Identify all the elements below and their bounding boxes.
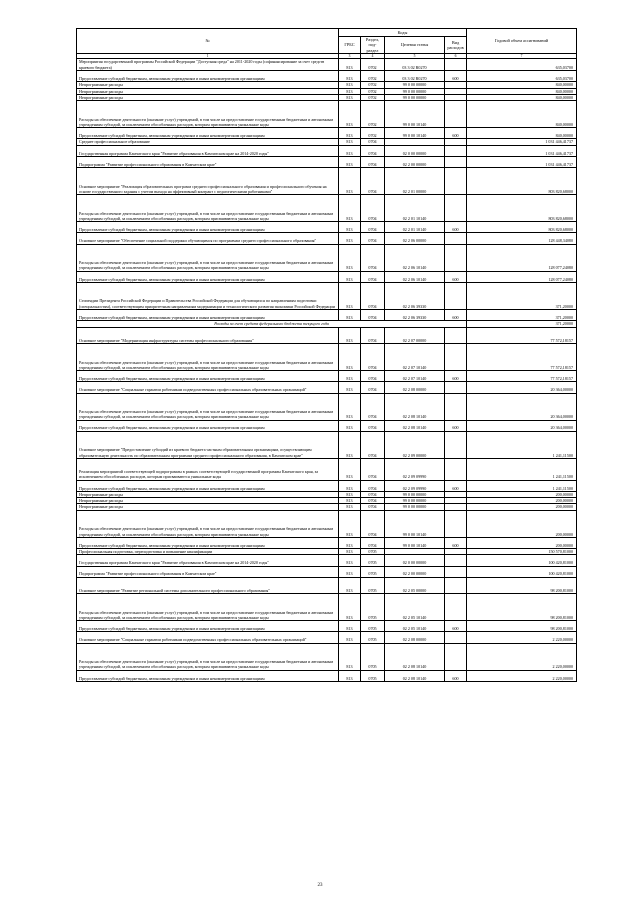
cell-name: Государственная программа Камчатского края "Развитие образования в Камчатском крае на 2014-2020 годы" [77,145,339,156]
cell-annual-volume: 635,03700 [467,59,577,71]
cell-section: 0704 [361,145,385,156]
cell-section: 0704 [361,156,385,167]
cell-section: 0705 [361,549,385,555]
cell-expense-type: 600 [445,670,467,681]
cell-target-article: 99 0 00 00000 [385,491,445,497]
cell-section: 0702 [361,59,385,71]
cell-grbs: 813 [339,643,361,670]
cell-section: 0704 [361,393,385,420]
cell-section: 0705 [361,621,385,632]
table-row [77,233,577,244]
table-row [77,510,577,537]
cell-name: Среднее профессиональное образование [77,139,339,145]
cell-expense-type [445,101,467,128]
cell-section: 0704 [361,233,385,244]
cell-expense-type: 600 [445,310,467,321]
cell-note: Расходы за счет средств федерального бюджета текущего года [77,321,467,327]
cell-name: Непрограммные расходы [77,498,339,504]
cell-section: 0704 [361,222,385,233]
cell-grbs: 813 [339,566,361,577]
cell-section: 0702 [361,71,385,82]
cell-grbs: 813 [339,670,361,681]
cell-grbs: 813 [339,393,361,420]
cell-section: 0705 [361,594,385,621]
cell-annual-volume: 100 420,81000 [467,555,577,566]
cell-annual-volume: 77 572,18157 [467,344,577,371]
cell-target-article: 02 2 05 10140 [385,594,445,621]
cell-annual-volume: 98 200,81000 [467,621,577,632]
table-row [77,577,577,594]
cell-name: Основное мероприятие "Социальные гарантии работникам подведомственных профессиональных образовательных организаций" [77,382,339,393]
cell-name: Стипендии Президента Российской Федерации и Правительства Российской Федерации для обучающихся по направлениям подготовки (специальностям), соответствующим приоритетным направлениям модернизации и технологического развития экономики Российской Федерации [77,282,339,309]
table-header [77,29,577,59]
cell-expense-type [445,382,467,393]
cell-expense-type [445,168,467,195]
cell-grbs: 813 [339,282,361,309]
cell-grbs: 813 [339,537,361,548]
header-codes: Коды [339,29,467,37]
cell-name: Расходы на обеспечение деятельности (оказание услуг) учреждений, в том числе на предоставление государственным бюджетным и автономным учреждениям субсидий, за исключением обособленных расходов, которым присваиваются уникальные коды [77,244,339,271]
header-grbs: ГРБС [339,37,361,54]
cell-grbs: 813 [339,594,361,621]
column-index: 1 [77,53,339,59]
table-body [77,59,577,681]
table-row [77,458,577,480]
cell-annual-volume: 1 031 446,41737 [467,156,577,167]
cell-grbs: 813 [339,327,361,344]
cell-section: 0705 [361,670,385,681]
cell-grbs: 813 [339,621,361,632]
cell-section: 0704 [361,195,385,222]
table-row [77,271,577,282]
cell-expense-type [445,643,467,670]
cell-name: Расходы на обеспечение деятельности (оказание услуг) учреждений, в том числе на предоставление государственным бюджетным и автономным учреждениям субсидий, за исключением обособленных расходов, которым присваиваются уникальные коды [77,344,339,371]
cell-name: Непрограммные расходы [77,94,339,100]
cell-name: Профессиональная подготовка, переподготовка и повышение квалификации [77,549,339,555]
cell-expense-type: 600 [445,537,467,548]
cell-name: Основное мероприятие "Социальные гарантии работникам подведомственных профессиональных образовательных организаций" [77,632,339,643]
cell-annual-volume: 20 364,00000 [467,420,577,431]
cell-target-article: 02 2 08 10140 [385,420,445,431]
cell-name: Непрограммные расходы [77,504,339,510]
cell-annual-volume: 150 570,81000 [467,549,577,555]
table-row [77,244,577,271]
cell-annual-volume: 803 820,68000 [467,222,577,233]
cell-name: Расходы на обеспечение деятельности (оказание услуг) учреждений, в том числе на предоставление государственным бюджетным и автономным учреждениям субсидий, за исключением обособленных расходов, которым присваиваются уникальные коды [77,510,339,537]
cell-annual-volume: 1 241,11500 [467,458,577,480]
column-index: 6 [445,53,467,59]
cell-section: 0704 [361,382,385,393]
cell-annual-volume: 371,20000 [467,310,577,321]
cell-name: Расходы на обеспечение деятельности (оказание услуг) учреждений, в том числе на предоставление государственным бюджетным и автономным учреждениям субсидий, за исключением обособленных расходов, которым присваиваются уникальные коды [77,101,339,128]
cell-section: 0702 [361,94,385,100]
cell-name: Основное мероприятие "Развитие региональной системы дополнительного профессионального образования" [77,577,339,594]
cell-target-article: 99 0 00 10140 [385,101,445,128]
cell-section: 0705 [361,643,385,670]
cell-expense-type [445,156,467,167]
cell-section: 0704 [361,282,385,309]
cell-grbs: 813 [339,310,361,321]
cell-section: 0705 [361,566,385,577]
cell-grbs: 813 [339,156,361,167]
cell-grbs: 813 [339,168,361,195]
cell-annual-volume: 200,00000 [467,498,577,504]
cell-annual-volume: 20 364,00000 [467,382,577,393]
header-section: Раздел, под-раздел [361,37,385,54]
table-row [77,222,577,233]
column-index: 7 [467,53,577,59]
cell-annual-volume: 840,00000 [467,101,577,128]
cell-annual-volume: 2 220,00000 [467,632,577,643]
cell-section: 0704 [361,510,385,537]
cell-target-article: 02 2 08 10140 [385,393,445,420]
cell-name: Расходы на обеспечение деятельности (оказание услуг) учреждений, в том числе на предоставление государственным бюджетным и автономным учреждениям субсидий, за исключением обособленных расходов, которым присваиваются уникальные коды [77,393,339,420]
budget-sheet [76,28,576,682]
cell-target-article: 02 2 09 00000 [385,431,445,458]
cell-grbs: 813 [339,145,361,156]
cell-name: Государственная программа Камчатского края "Развитие образования в Камчатском крае на 2014-2020 годы" [77,555,339,566]
cell-section: 0705 [361,632,385,643]
cell-grbs: 813 [339,371,361,382]
cell-target-article: 02 2 00 00000 [385,156,445,167]
cell-section: 0704 [361,168,385,195]
cell-annual-volume: 200,00000 [467,537,577,548]
header-annual-volume: Годовой объем ассигнований [467,29,577,54]
cell-section: 0704 [361,480,385,491]
cell-grbs: 813 [339,555,361,566]
table-row [77,643,577,670]
cell-grbs: 813 [339,59,361,71]
cell-name: Предоставление субсидий бюджетным, автономным учреждениям и иным некоммерческим организациям [77,71,339,82]
cell-annual-volume: 840,00000 [467,82,577,88]
cell-expense-type: 600 [445,271,467,282]
header-target-article: Целевая статья [385,37,445,54]
cell-grbs: 813 [339,94,361,100]
cell-name: Непрограммные расходы [77,491,339,497]
cell-expense-type [445,566,467,577]
cell-target-article: 02 2 09 09990 [385,480,445,491]
table-row [77,101,577,128]
page-number: 23 [317,883,323,888]
cell-target-article: 02 2 08 00000 [385,382,445,393]
table-row [77,670,577,681]
cell-name: Предоставление субсидий бюджетным, автономным учреждениям и иным некоммерческим организациям [77,480,339,491]
cell-expense-type: 600 [445,71,467,82]
cell-annual-volume: 98 200,81000 [467,577,577,594]
cell-target-article: 99 0 00 00000 [385,94,445,100]
cell-annual-volume: 128 077,24080 [467,271,577,282]
cell-section: 0704 [361,537,385,548]
table-row [77,71,577,82]
cell-name: Предоставление субсидий бюджетным, автономным учреждениям и иным некоммерческим организациям [77,621,339,632]
cell-annual-volume: 371,20000 [467,282,577,309]
cell-target-article: 02 2 00 00000 [385,566,445,577]
cell-name: Расходы на обеспечение деятельности (оказание услуг) учреждений, в том числе на предоставление государственным бюджетным и автономным учреждениям субсидий, за исключением обособленных расходов, которым присваиваются уникальные коды [77,643,339,670]
cell-target-article: 02 2 08 10140 [385,643,445,670]
cell-grbs: 813 [339,344,361,371]
table-row [77,537,577,548]
column-index: 4 [361,53,385,59]
cell-section: 0704 [361,327,385,344]
cell-expense-type: 600 [445,371,467,382]
table-row [77,195,577,222]
cell-expense-type: 600 [445,480,467,491]
table-row [77,594,577,621]
table-row [77,371,577,382]
cell-annual-volume: 1 031 446,41737 [467,139,577,145]
cell-name: Реализация мероприятий соответствующей подпрограммы в рамках соответствующей государственной программы Камчатского края, за исключением обособленных расходов, которым присваиваются уникальные коды [77,458,339,480]
cell-expense-type [445,431,467,458]
cell-expense-type [445,244,467,271]
cell-target-article: 02 2 07 00000 [385,327,445,344]
cell-target-article: 02 2 08 10140 [385,670,445,681]
cell-target-article: 02 2 06 39330 [385,282,445,309]
column-index: 5 [385,53,445,59]
cell-target-article: 99 0 00 10140 [385,510,445,537]
cell-target-article: 99 0 00 10140 [385,128,445,139]
table-row [77,128,577,139]
cell-grbs: 813 [339,577,361,594]
cell-section: 0705 [361,577,385,594]
cell-grbs: 813 [339,128,361,139]
cell-annual-volume: 2 220,00000 [467,643,577,670]
cell-grbs: 813 [339,88,361,94]
table-row [77,480,577,491]
cell-grbs: 813 [339,431,361,458]
cell-target-article: 02 2 01 10140 [385,195,445,222]
table-row [77,393,577,420]
cell-name: Мероприятия государственной программы Российской Федерации "Доступная среда" на 2011-2020 годы (софинансирование за счет средств краевого бюджета) [77,59,339,71]
cell-expense-type [445,510,467,537]
cell-grbs: 813 [339,222,361,233]
cell-name: Предоставление субсидий бюджетным, автономным учреждениям и иным некоммерческим организациям [77,537,339,548]
cell-target-article: 02 2 05 10140 [385,621,445,632]
cell-annual-volume: 98 200,81000 [467,594,577,621]
cell-annual-volume: 200,00000 [467,504,577,510]
cell-grbs: 813 [339,233,361,244]
cell-expense-type: 600 [445,420,467,431]
cell-target-article: 02 2 01 00000 [385,168,445,195]
cell-grbs: 813 [339,382,361,393]
cell-section: 0702 [361,88,385,94]
cell-annual-volume: 1 241,11500 [467,431,577,458]
cell-section: 0704 [361,458,385,480]
cell-name: Непрограммные расходы [77,82,339,88]
cell-target-article: 02 2 07 10140 [385,344,445,371]
budget-table [76,28,577,682]
cell-section: 0704 [361,310,385,321]
cell-grbs: 813 [339,139,361,145]
cell-target-article: 02 2 01 10140 [385,222,445,233]
cell-target-article: 02 0 00 00000 [385,555,445,566]
cell-section: 0704 [361,504,385,510]
cell-expense-type [445,594,467,621]
cell-target-article: 02 0 00 00000 [385,145,445,156]
cell-target-article: 02 2 09 09990 [385,458,445,480]
cell-name: Основное мероприятие "Предоставление субсидий из краевого бюджета частным образовательным организациям, осуществляющим образовательную деятельность по образовательным программам среднего профессионального образования, в Камчатском крае" [77,431,339,458]
table-row [77,59,577,71]
cell-grbs: 813 [339,244,361,271]
cell-grbs: 813 [339,549,361,555]
table-row [77,145,577,156]
cell-name: Подпрограмма "Развитие профессионального образования в Камчатском крае" [77,566,339,577]
table-row [77,431,577,458]
cell-grbs: 813 [339,71,361,82]
cell-section: 0704 [361,420,385,431]
cell-name: Основное мероприятие "Обеспечение социальной поддержки обучающимся по программам среднего профессионального образования" [77,233,339,244]
cell-name: Непрограммные расходы [77,88,339,94]
cell-section: 0702 [361,101,385,128]
cell-section: 0702 [361,82,385,88]
cell-target-article: 99 0 00 10140 [385,537,445,548]
table-row [77,327,577,344]
cell-expense-type [445,577,467,594]
table-row [77,344,577,371]
cell-section: 0704 [361,371,385,382]
cell-expense-type [445,282,467,309]
cell-grbs: 813 [339,510,361,537]
cell-grbs: 813 [339,498,361,504]
cell-annual-volume: 635,03700 [467,71,577,82]
cell-annual-volume: 1 241,11500 [467,480,577,491]
cell-target-article: 02 2 08 00000 [385,632,445,643]
cell-section: 0704 [361,344,385,371]
table-row [77,566,577,577]
header-number: № [77,29,339,54]
cell-section: 0704 [361,139,385,145]
table-row [77,282,577,309]
cell-annual-volume: 77 572,18157 [467,327,577,344]
cell-annual-volume: 100 420,81000 [467,566,577,577]
cell-target-article: 02 2 06 10140 [385,271,445,282]
cell-target-article: 02 2 07 10140 [385,371,445,382]
cell-section: 0702 [361,128,385,139]
cell-expense-type [445,555,467,566]
cell-annual-volume: 840,00000 [467,94,577,100]
cell-section: 0704 [361,491,385,497]
cell-expense-type [445,195,467,222]
cell-grbs: 813 [339,491,361,497]
cell-name: Предоставление субсидий бюджетным, автономным учреждениям и иным некоммерческим организациям [77,420,339,431]
cell-name: Предоставление субсидий бюджетным, автономным учреждениям и иным некоммерческим организациям [77,310,339,321]
cell-name: Предоставление субсидий бюджетным, автономным учреждениям и иным некоммерческим организациям [77,271,339,282]
cell-annual-volume: 20 364,00000 [467,393,577,420]
cell-section: 0705 [361,555,385,566]
cell-expense-type [445,632,467,643]
cell-target-article: 02 2 06 39330 [385,310,445,321]
cell-name: Основное мероприятие "Модернизация инфраструктуры системы профессионального образования" [77,327,339,344]
cell-target-article: 99 0 00 00000 [385,504,445,510]
cell-target-article: 99 0 00 00000 [385,498,445,504]
table-row [77,621,577,632]
cell-expense-type: 600 [445,621,467,632]
table-row [77,168,577,195]
cell-annual-volume: 200,00000 [467,510,577,537]
cell-annual-volume: 803 820,68000 [467,168,577,195]
cell-grbs: 813 [339,420,361,431]
cell-target-article: 03 3 02 R0270 [385,59,445,71]
table-row [77,632,577,643]
cell-section: 0704 [361,271,385,282]
cell-annual-volume: 77 572,18157 [467,371,577,382]
cell-expense-type: 600 [445,222,467,233]
cell-annual-volume: 200,00000 [467,491,577,497]
cell-name: Основное мероприятие "Реализация образовательных программ среднего профессионального образования и профессионального обучения на основе государственного задания с учетом выхода на эффективный контракт с педагогическими работниками" [77,168,339,195]
cell-expense-type: 600 [445,128,467,139]
cell-target-article: 02 2 06 10140 [385,244,445,271]
cell-expense-type [445,327,467,344]
cell-grbs: 813 [339,271,361,282]
cell-section: 0704 [361,498,385,504]
cell-target-article: 03 3 02 R0270 [385,71,445,82]
cell-annual-volume: 2 220,00000 [467,670,577,681]
table-row [77,310,577,321]
cell-name: Подпрограмма "Развитие профессионального образования в Камчатском крае" [77,156,339,167]
cell-annual-volume: 840,00000 [467,128,577,139]
cell-grbs: 813 [339,480,361,491]
cell-target-article: 99 0 00 00000 [385,82,445,88]
cell-section: 0704 [361,244,385,271]
cell-target-article: 02 2 06 00000 [385,233,445,244]
column-index: 3 [339,53,361,59]
cell-section: 0704 [361,431,385,458]
cell-annual-volume: 128 077,24080 [467,244,577,271]
cell-grbs: 813 [339,504,361,510]
cell-expense-type [445,458,467,480]
cell-name: Предоставление субсидий бюджетным, автономным учреждениям и иным некоммерческим организациям [77,222,339,233]
cell-annual-volume: 840,00000 [467,88,577,94]
header-expense-type: Вид расходов [445,37,467,54]
cell-annual-volume: 803 820,68000 [467,195,577,222]
cell-grbs: 813 [339,101,361,128]
cell-grbs: 813 [339,195,361,222]
cell-expense-type [445,59,467,71]
cell-expense-type [445,233,467,244]
cell-target-article: 99 0 00 00000 [385,88,445,94]
cell-name: Предоставление субсидий бюджетным, автономным учреждениям и иным некоммерческим организациям [77,670,339,681]
cell-annual-volume: 1 031 446,41737 [467,145,577,156]
cell-target-article: 02 2 05 00000 [385,577,445,594]
cell-expense-type [445,344,467,371]
cell-grbs: 813 [339,632,361,643]
table-row [77,420,577,431]
table-row [77,382,577,393]
table-row [77,555,577,566]
cell-expense-type [445,393,467,420]
table-row [77,156,577,167]
cell-name: Расходы на обеспечение деятельности (оказание услуг) учреждений, в том числе на предоставление государственным бюджетным и автономным учреждениям субсидий, за исключением обособленных расходов, которым присваиваются уникальные коды [77,594,339,621]
cell-grbs: 813 [339,458,361,480]
cell-name: Расходы на обеспечение деятельности (оказание услуг) учреждений, в том числе на предоставление государственным бюджетным и автономным учреждениям субсидий, за исключением обособленных расходов, которым присваиваются уникальные коды [77,195,339,222]
cell-annual-volume: 371,20000 [467,321,577,327]
cell-grbs: 813 [339,82,361,88]
cell-annual-volume: 128 448,34080 [467,233,577,244]
cell-name: Предоставление субсидий бюджетным, автономным учреждениям и иным некоммерческим организациям [77,128,339,139]
cell-expense-type [445,145,467,156]
cell-name: Предоставление субсидий бюджетным, автономным учреждениям и иным некоммерческим организациям [77,371,339,382]
